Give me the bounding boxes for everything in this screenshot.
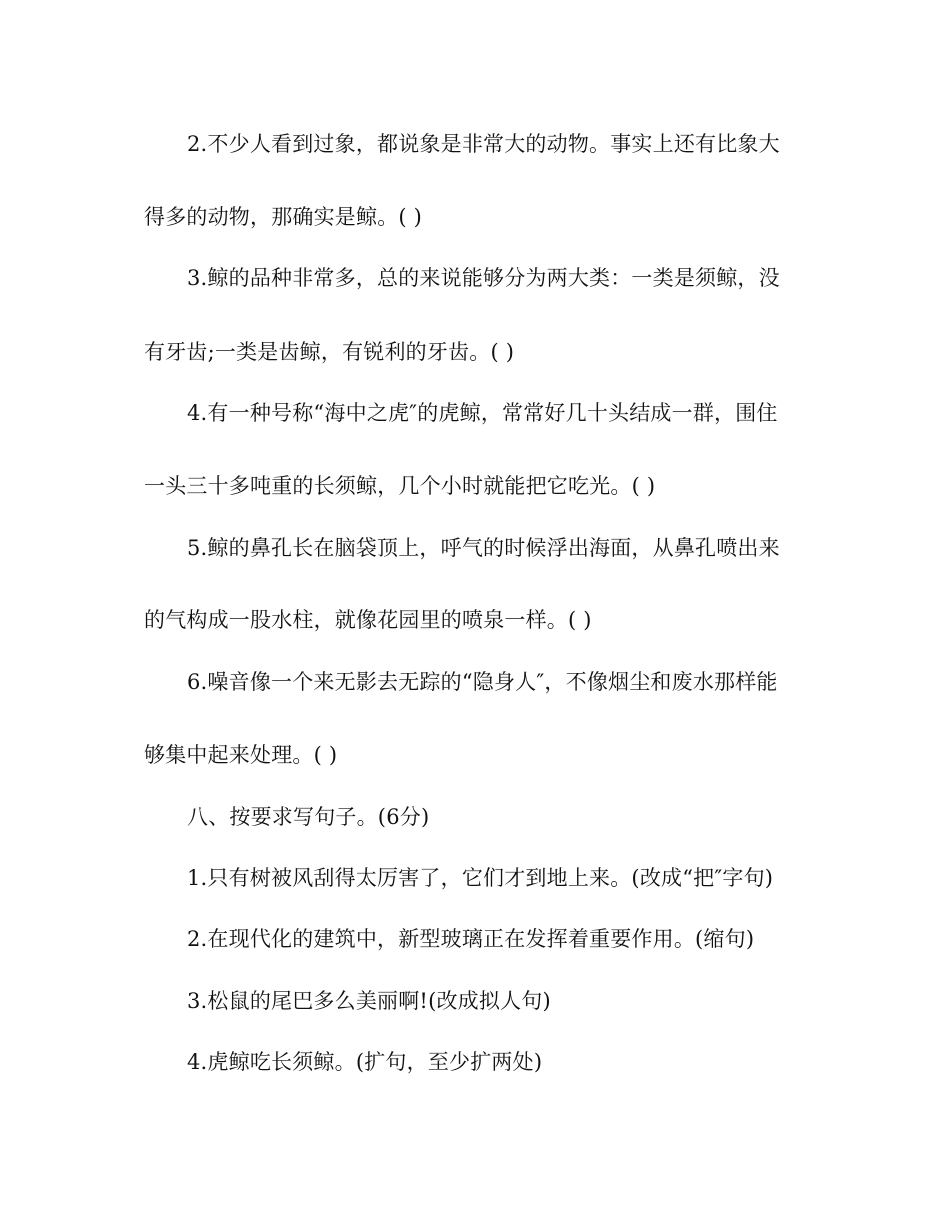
question-5-line-1: 5.鲸的鼻孔长在脑袋顶上，呼气的时候浮出海面，从鼻孔喷出来 [187, 536, 780, 560]
question-5-line-2: 的气构成一股水柱，就像花园里的喷泉一样。( ) [144, 608, 592, 632]
section-eight-item-2: 2.在现代化的建筑中，新型玻璃正在发挥着重要作用。(缩句) [187, 927, 755, 951]
question-3-line-1: 3.鲸的品种非常多，总的来说能够分为两大类：一类是须鲸，没 [187, 266, 780, 290]
section-eight-item-1: 1.只有树被风刮得太厉害了，它们才到地上来。(改成“把″字句) [187, 866, 774, 890]
section-eight-item-3: 3.松鼠的尾巴多么美丽啊!(改成拟人句) [187, 989, 551, 1013]
question-6-line-2: 够集中起来处理。( ) [144, 743, 338, 767]
section-eight-heading: 八、按要求写句子。(6分) [187, 805, 430, 829]
question-2-line-2: 得多的动物，那确实是鲸。( ) [144, 205, 423, 229]
question-4-line-1: 4.有一种号称“海中之虎″的虎鲸，常常好几十头结成一群，围住 [187, 401, 778, 425]
section-eight-item-4: 4.虎鲸吃长须鲸。(扩句，至少扩两处) [187, 1050, 543, 1074]
question-2-line-1: 2.不少人看到过象，都说象是非常大的动物。事实上还有比象大 [187, 132, 780, 156]
question-4-line-2: 一头三十多吨重的长须鲸，几个小时就能把它吃光。( ) [144, 474, 656, 498]
question-6-line-1: 6.噪音像一个来无影去无踪的“隐身人″，不像烟尘和废水那样能 [187, 670, 778, 694]
question-3-line-2: 有牙齿;一类是齿鲸，有锐利的牙齿。( ) [144, 340, 515, 364]
